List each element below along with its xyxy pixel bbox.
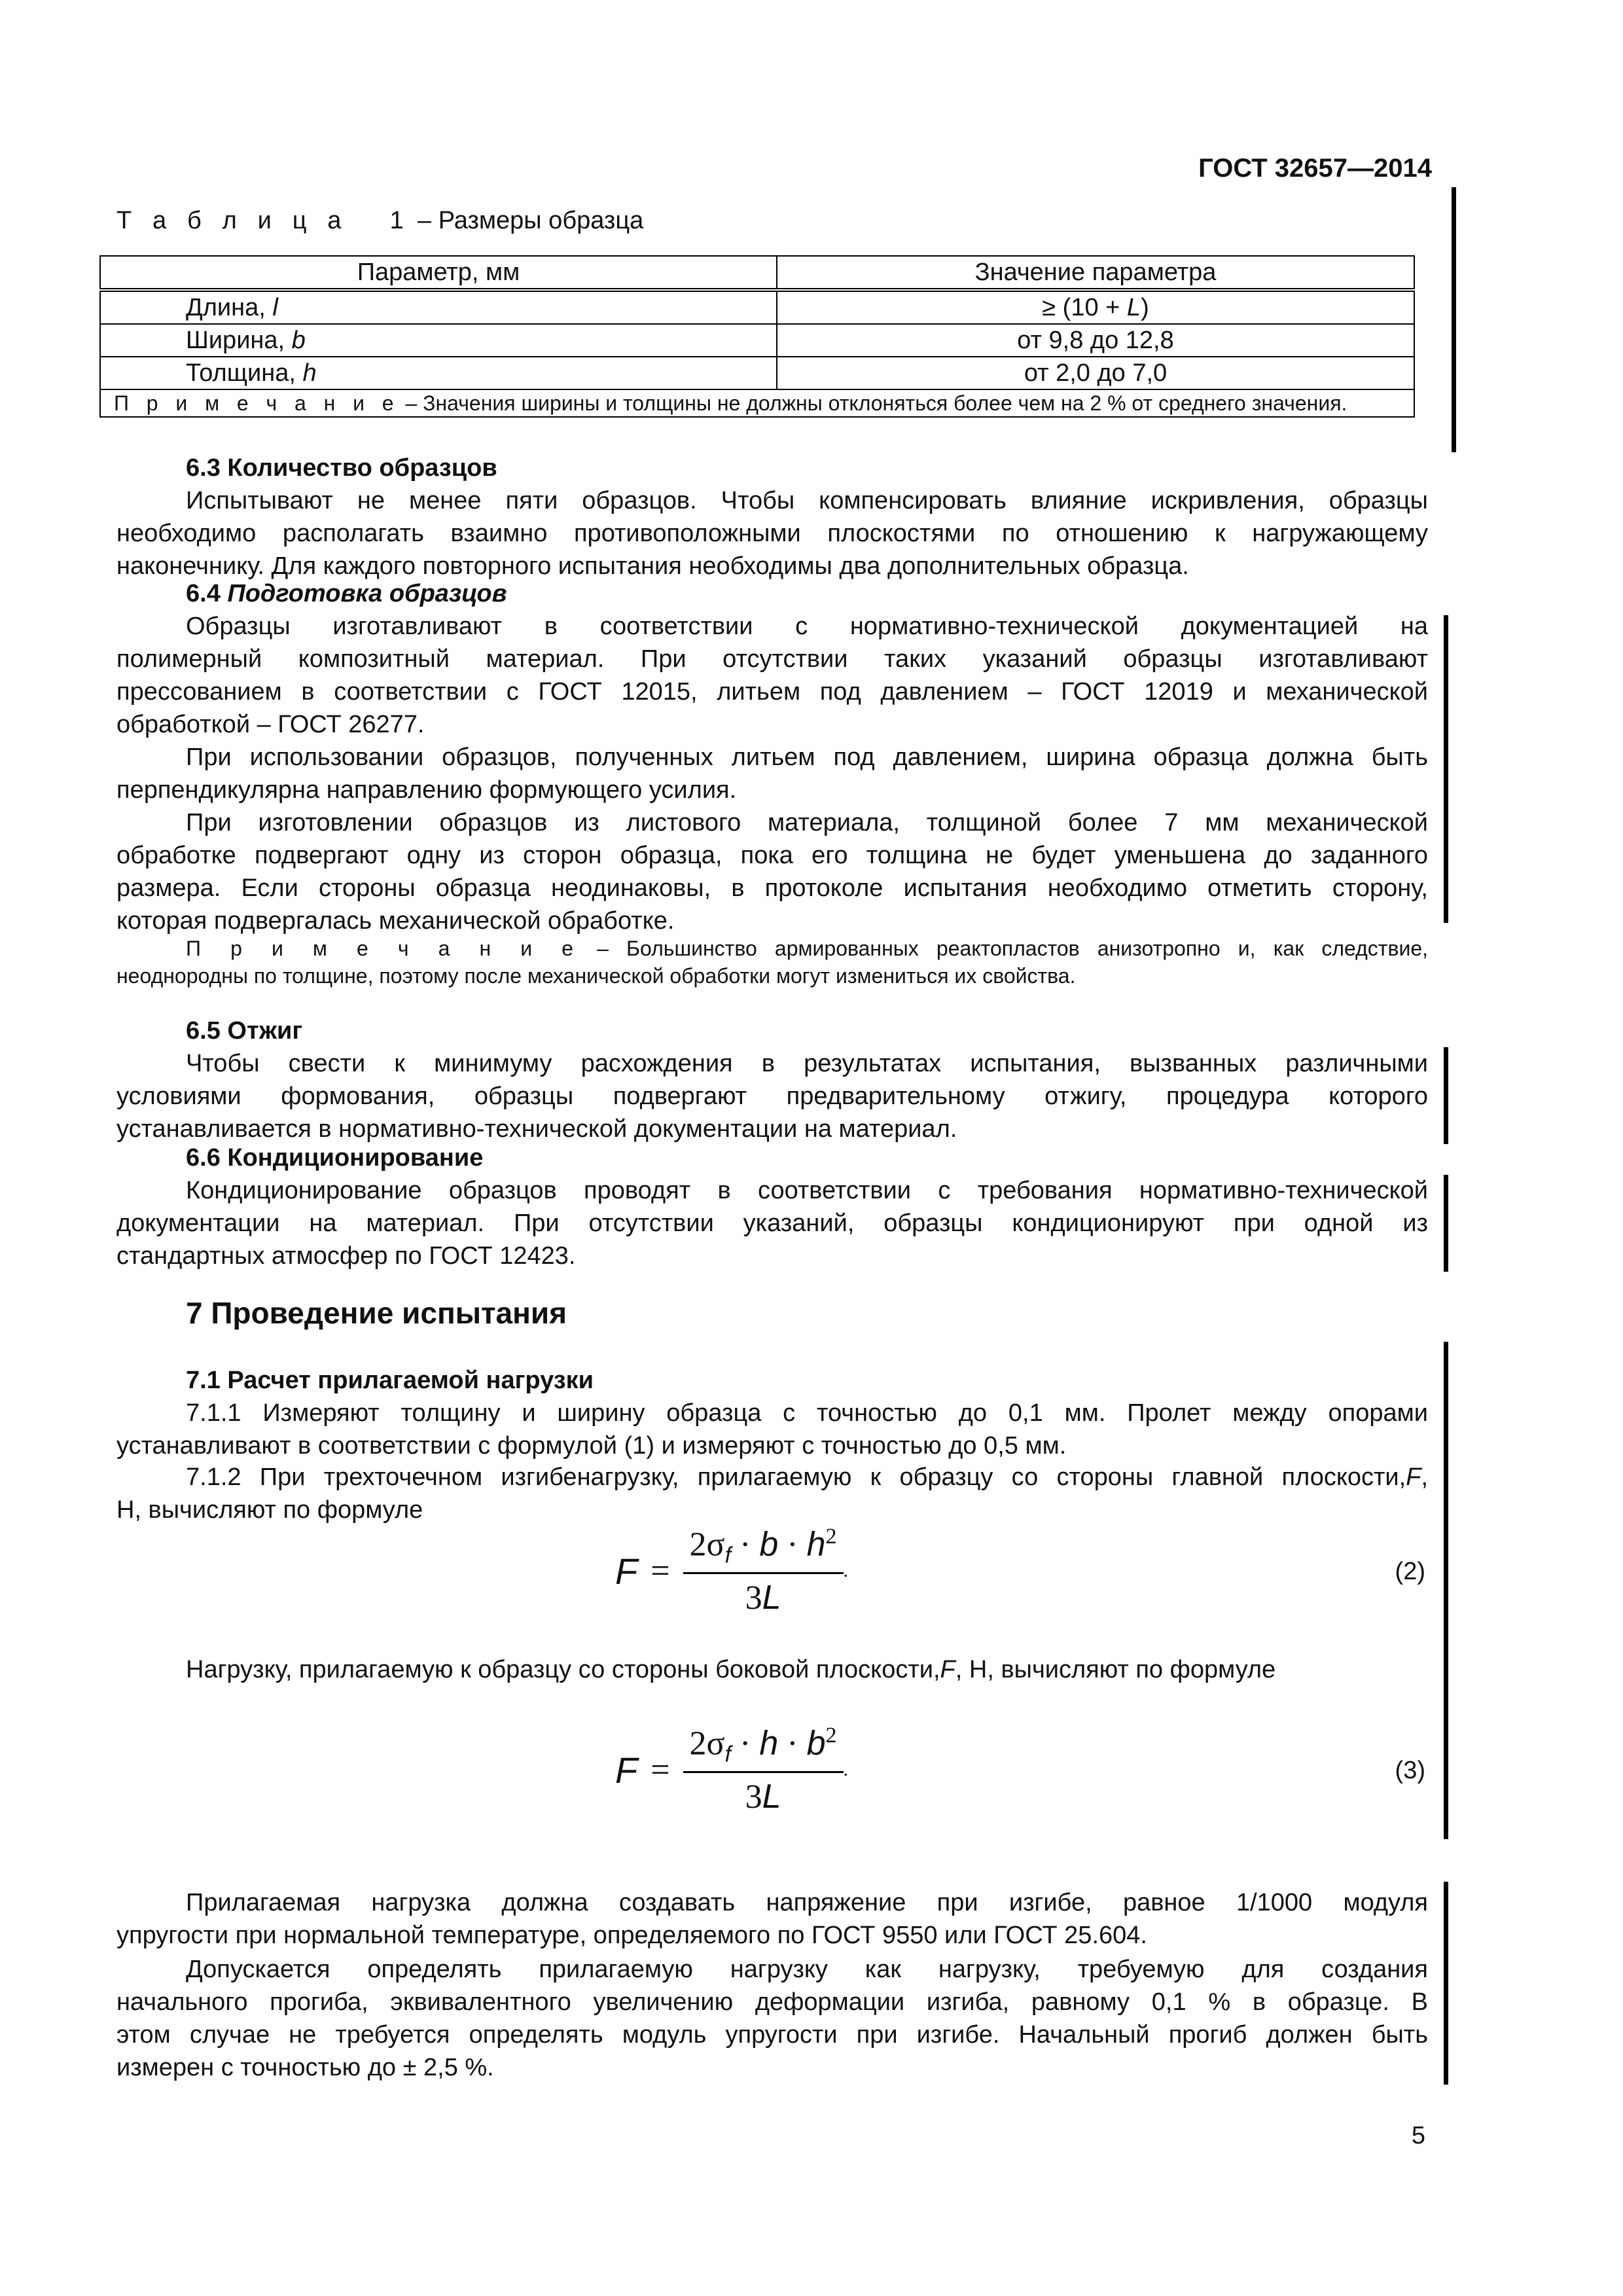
table-caption-label: Т а б л и ц а 1 (116, 207, 411, 234)
section-6-6-heading: 6.6 Кондиционирование (186, 1144, 484, 1172)
paragraph-side-load: Нагрузку, прилагаемую к образцу со стороны боковой плоскости,F, Н, вычисляют по формуле (186, 1656, 1276, 1683)
param-value-cell: от 2,0 до 7,0 (777, 357, 1414, 389)
table-header-row (100, 256, 1414, 290)
formula-3: F = $\frac{2\sigma_f \cdot h \cdot b^2}{3L}$ . (615, 1723, 849, 1816)
table-caption-text: – Размеры образца (410, 207, 644, 234)
change-bar (1444, 615, 1448, 923)
section-6-4-paragraph-2: При использовании образцов, полученных литьем под давлением, ширина образца должна быть перпендикулярна направлению формующего усилия. (116, 744, 1428, 804)
param-value-cell: ≥ (10 + L) (777, 290, 1414, 324)
formula-2-fraction: $\frac{2\sigma_f \cdot b \cdot h^2}{3L}$ (683, 1524, 844, 1618)
paragraph-load-stress: Прилагаемая нагрузка должна создавать напряжение при изгибе, равное 1/1000 модуля упругости при нормальной температуре, определяемого по ГОСТ 9550 или ГОСТ 25.604. (116, 1889, 1428, 1949)
section-7-heading: 7 Проведение испытания (186, 1296, 567, 1330)
section-6-4-note: П р и м е ч а н и е – Большинство армированных реактопластов анизотропно и, как следствие, неоднородны по толщине, поэтому после механической обработки могут измениться их свойства. (116, 937, 1429, 988)
document-id: ГОСТ 32657—2014 (1198, 154, 1432, 183)
section-6-5-heading: 6.5 Отжиг (186, 1017, 303, 1045)
change-bar (1444, 1047, 1448, 1144)
section-6-4-paragraph-1: Образцы изготавливают в соответствии с нормативно-технической документацией на полимерный композитный материал. При отсутствии таких указаний образцы изготавливают прессованием в соответствии с ГОСТ 12015, литьем под давлением – ГОСТ 12019 и механической обработкой – ГОСТ 26277. (116, 613, 1428, 738)
section-6-3-heading: 6.3 Количество образцов (186, 454, 497, 482)
table-note: П р и м е ч а н и е – Значения ширины и толщины не должны отклоняться более чем на 2 % от среднего значения. (100, 389, 1414, 417)
change-bar (1444, 1882, 1448, 2085)
table-row (100, 357, 1414, 389)
paragraph-initial-deflection: Допускается определять прилагаемую нагрузку как нагрузку, требуемую для создания начального прогиба, эквивалентного увеличению деформации изгиба, равному 0,1 % в образце. В этом случае не требуется определять модуль упругости при изгибе. Начальный прогиб должен быть измерен с точностью до ± 2,5 %. (116, 1956, 1428, 2081)
col-header-parameter: Параметр, мм (100, 256, 777, 290)
section-6-4-heading: 6.4 Подготовка образцов (186, 580, 507, 607)
section-6-3-paragraph: Испытывают не менее пяти образцов. Чтобы компенсировать влияние искривления, образцы необходимо располагать взаимно противоположными плоскостями по отношению к нагружающему наконечнику. Для каждого повторного испытания необходимы два дополнительных образца. (116, 487, 1428, 580)
formula-2: F = $\frac{2\sigma_f \cdot b \cdot h^2}{3L}$ . (615, 1524, 849, 1617)
change-bar (1444, 1175, 1448, 1272)
col-header-value: Значение параметра (777, 256, 1414, 290)
param-value-cell: от 9,8 до 12,8 (777, 324, 1414, 357)
paragraph-7-1-1: 7.1.1 Измеряют толщину и ширину образца с точностью до 0,1 мм. Пролет между опорами устанавливают в соответствии с формулой (1) и измеряют с точностью до 0,5 мм. (116, 1399, 1428, 1460)
formula-2-number: (2) (1395, 1558, 1425, 1585)
table-row (100, 290, 1414, 324)
param-name-cell: Ширина, b (100, 324, 777, 357)
change-bar (1444, 1342, 1448, 1839)
change-bar (1452, 187, 1456, 452)
table-caption (116, 204, 643, 237)
formula-3-fraction: $\frac{2\sigma_f \cdot h \cdot b^2}{3L}$ (683, 1723, 844, 1817)
param-name-cell: Толщина, h (100, 357, 777, 389)
params-table (99, 255, 1414, 418)
table-note-row (100, 389, 1414, 417)
table-row (100, 324, 1414, 357)
formula-3-number: (3) (1395, 1757, 1425, 1784)
section-6-4-paragraph-3: При изготовлении образцов из листового материала, толщиной более 7 мм механической обработке подвергают одну из сторон образца, пока его толщина не будет уменьшена до заданного размера. Если стороны образца неодинаковы, в протоколе испытания необходимо отметить сторону, которая подвергалась механической обработке. (116, 809, 1428, 935)
page-number: 5 (1411, 2122, 1425, 2149)
paragraph-7-1-2: 7.1.2 При трехточечном изгибенагрузку, прилагаемую к образцу со стороны главной плоскости,F, Н, вычисляют по формуле (116, 1463, 1428, 1524)
section-6-5-paragraph: Чтобы свести к минимуму расхождения в результатах испытания, вызванных различными условиями формования, образцы подвергают предварительному отжигу, процедура которого устанавливается в нормативно-технической документации на материал. (116, 1050, 1428, 1143)
section-7-1-heading: 7.1 Расчет прилагаемой нагрузки (186, 1367, 594, 1394)
section-6-6-paragraph: Кондиционирование образцов проводят в соответствии с требования нормативно-технической документации на материал. При отсутствии указаний, образцы кондиционируют при одной из стандартных атмосфер по ГОСТ 12423. (116, 1177, 1428, 1270)
param-name-cell: Длина, l (100, 290, 777, 324)
